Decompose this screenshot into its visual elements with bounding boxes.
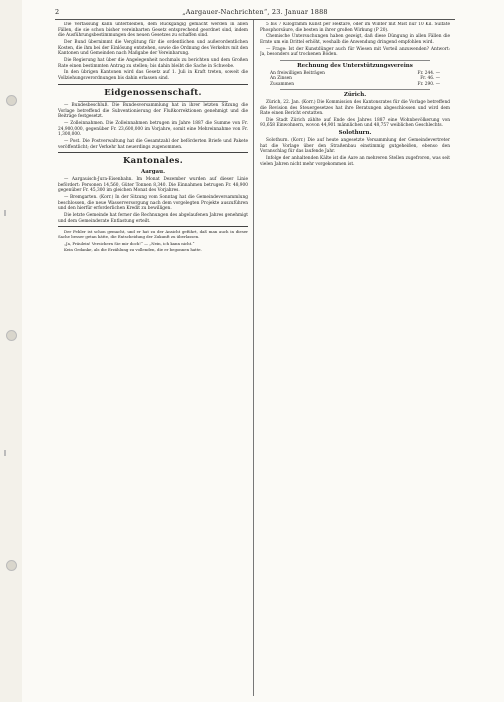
table-cell-label: Zusammen: [270, 81, 294, 87]
page-number: 2: [55, 8, 60, 16]
feuilleton-paragraph: Kein Gedanke, als die Erzählung zu vollenden, die er begonnen hatte.: [64, 246, 202, 252]
left-column: [58, 22, 248, 698]
feuilleton-paragraph: „Ja, Fräulein! Versichern Sie mir doch!“ — „Nein, ich kann nicht.“: [64, 240, 195, 246]
table-rule: [280, 89, 430, 90]
table-cell-value: Fr. 290. —: [417, 81, 440, 87]
subheading-solothurn: Solothurn.: [338, 130, 372, 137]
binder-margin: [0, 0, 22, 702]
punch-hole: [6, 95, 17, 106]
column-separator: [253, 20, 254, 696]
article-paragraph: — Bundesbeschluß. Die Bundesversammlung hat in ihrer letzten Sitzung die Vorlage betreffend die Subventionierung der Flußkorrektionen genehmigt und die Beiträge festgesetzt.: [58, 103, 248, 120]
article-paragraph: In den übrigen Kantonen wird das Gesetz auf 1. Juli in Kraft treten, soweit die Vollziehungsverordnungen bis dahin erlassen sind.: [58, 70, 248, 81]
fold-mark: [4, 450, 6, 456]
article-paragraph: — Zolleinnahmen. Die Zolleinnahmen betrugen im Jahre 1887 die Summe von Fr. 24,900,000, gegenüber Fr. 23,600,000 im Vorjahre, somit eine Mehreinnahme von Fr. 1,300,000.: [58, 121, 248, 138]
article-paragraph: Die letzte Gemeinde hat ferner die Rechnungen des abgelaufenen Jahres genehmigt und dem Gemeinderate Entlastung erteilt.: [58, 213, 248, 224]
section-divider: [58, 152, 248, 153]
accounts-table-title: Rechnung des Unterstützungsvereins: [297, 62, 413, 69]
article-paragraph: Solothurn. (Korr.) Die auf heute angesetzte Versammlung der Gemeindevertreter hat die Vorlage über den Straßenbau einstimmig gutgeheißen, ebenso den Voranschlag für das laufende Jahr.: [260, 138, 450, 155]
article-paragraph: — Bremgarten. (Korr.) In der Sitzung vom Sonntag hat die Gemeindeversammlung beschlossen, die neue Wasserversorgung nach dem vorgelegten Projekte auszuführen und den hierfür erforderlichen Kredit zu bewilligen.: [58, 195, 248, 212]
punch-hole: [6, 330, 17, 341]
page-title: „Aargauer-Nachrichten“, 23. Januar 1888: [182, 8, 328, 16]
table-cell-label: An freiwilligen Beiträgen: [270, 70, 325, 76]
table-rule: [280, 60, 430, 61]
fold-mark: [4, 210, 6, 216]
section-heading-federal: Eidgenossenschaft.: [104, 87, 202, 98]
article-paragraph: Der Bund übernimmt die Vergütung für die ordentlichen und außerordentlichen Kosten, die ihm bei der Einlösung entstehen, sowie die Ordnung des Verkehrs mit den Kantonen und Gemeinden nach Maßgabe der Vereinbarung.: [58, 39, 248, 57]
punch-hole: [6, 560, 17, 571]
article-paragraph: Zürich, 22. Jan. (Korr.) Die Kommission des Kantonsrates für die Vorlage betreffend die Revision des Steuergesetzes hat ihre Beratungen abgeschlossen und wird dem Rate einen Bericht erstatten.: [260, 99, 450, 117]
article-paragraph: Infolge der anhaltenden Kälte ist die Aare an mehreren Stellen zugefroren, was seit vielen Jahren nicht mehr vorgekommen ist.: [260, 156, 450, 167]
subheading-aargau: Aargau.: [140, 169, 166, 176]
table-cell-label: An Zinsen: [270, 76, 292, 82]
article-paragraph: Die Verfassung kann unterbleiben, dem Rückgängig gemacht werden in allen Fällen, die sie schon bisher vereinbarten Gesetz entsprechend geordnet sind, indem die Ausführungsbestimmungen des neuen Gesetzes zu schaffen sind.: [58, 22, 248, 39]
article-paragraph: — Post. Die Postverwaltung hat die Gesamtzahl der beförderten Briefe und Pakete veröffentlicht; der Verkehr hat neuerdings zugenommen.: [58, 139, 248, 150]
heading-rule: [78, 101, 228, 102]
article-paragraph: 5 bis 7 Kilogramm Kunst per Hektare, oder im Winter mit Mist nur 10 Kil. Sulfate Phosphorsäure, die besten in ihrer großen Wirkung (P 20).: [260, 22, 450, 33]
subheading-zurich: Zürich.: [343, 91, 367, 98]
table-row: [260, 82, 450, 88]
header-rule: [55, 19, 455, 20]
page-header: [55, 6, 455, 18]
section-divider: [58, 84, 248, 85]
feuilleton-paragraph: Der Fehler ist schon gemacht, und er hat zu der Ansicht geführt, daß man auch in dieser Sache besser getan hätte, die Entscheidung der Zukunft zu überlassen.: [58, 229, 248, 240]
article-paragraph: Die Stadt Zürich zählte auf Ende des Jahres 1887 eine Wohnbevölkerung von 93,658 Einwohnern, wovon 44,901 männlichen und 48,757 weiblichen Geschlechts.: [260, 117, 450, 129]
article-paragraph: Die Regierung hat über die Angelegenheit nochmals zu berichten und dem Großen Rate einen bestimmten Antrag zu stellen; bis dahin bleibt die Sache in Schwebe.: [58, 57, 248, 69]
article-paragraph: Chemische Untersuchungen haben gezeigt, daß diese Düngung in allen Fällen die Ernte um ein Drittel erhöht, weshalb die Anwendung dringend empfohlen wird.: [260, 34, 450, 45]
article-paragraph: — Aargauisch-Jura-Eisenbahn. Im Monat Dezember wurden auf dieser Linie befördert: Personen 14,560, Güter Tonnen 8,340. Die Einnahmen betrugen Fr. 48,900 gegenüber Fr. 45,300 im gleichen Monat des Vorjahres.: [58, 177, 248, 194]
accounts-table: [260, 71, 450, 88]
section-heading-cantonal: Kantonales.: [122, 156, 184, 167]
table-cell-value: Fr. 46. —: [420, 76, 440, 82]
article-paragraph: — Frage: Ist der Kunstdünger auch für Wiesen mit Vorteil anzuwenden? Antwort: Ja, besonders auf trockenen Böden.: [260, 46, 450, 58]
feuilleton-divider: [58, 226, 248, 227]
right-column: [260, 22, 450, 698]
table-cell-value: Fr. 244. —: [417, 70, 440, 76]
